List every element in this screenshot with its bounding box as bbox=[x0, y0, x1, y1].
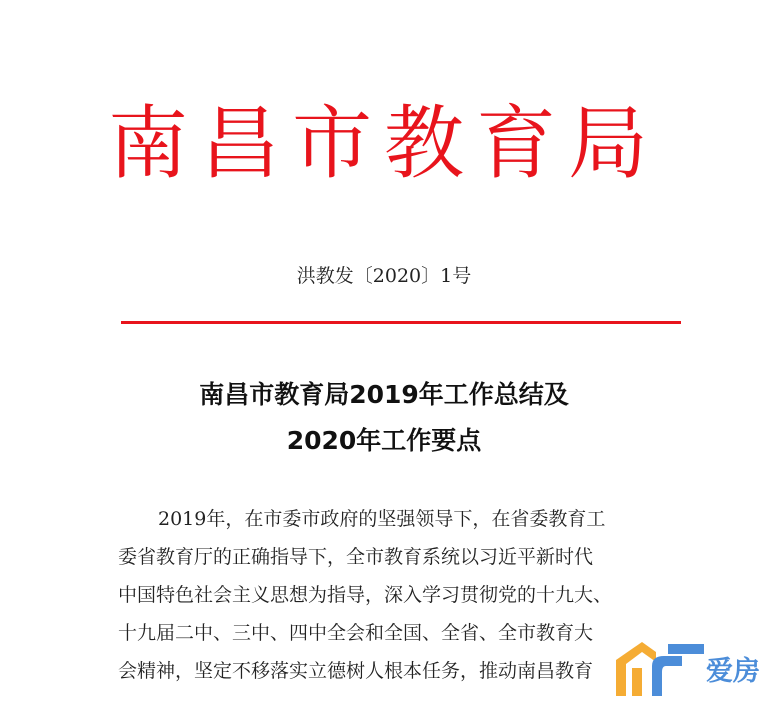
document-body bbox=[118, 500, 670, 690]
body-line: 会精神，坚定不移落实立德树人根本任务，推动南昌教育 bbox=[118, 660, 594, 682]
red-divider-line bbox=[121, 321, 681, 324]
body-line: 2019年，在市委市政府的坚强领导下，在省委教育工 bbox=[158, 508, 606, 530]
document-title-line-2: 2020年工作要点 bbox=[286, 426, 482, 455]
body-line: 十九届二中、三中、四中全会和全国、全省、全市教育大 bbox=[118, 622, 594, 644]
body-line: 委省教育厅的正确指导下，全市教育系统以习近平新时代 bbox=[118, 546, 594, 568]
watermark bbox=[612, 636, 766, 700]
document-title-line-1: 南昌市教育局2019年工作总结及 bbox=[199, 380, 569, 409]
issuing-organization-title: 南昌市教育局 bbox=[108, 97, 660, 190]
watermark-text: 爱房 bbox=[706, 655, 760, 687]
body-line: 中国特色社会主义思想为指导，深入学习贯彻党的十九大、 bbox=[118, 584, 613, 606]
document-title bbox=[0, 372, 768, 464]
document-number: 洪教发〔2020〕1号 bbox=[296, 265, 472, 287]
watermark-logo-icon bbox=[612, 638, 704, 698]
